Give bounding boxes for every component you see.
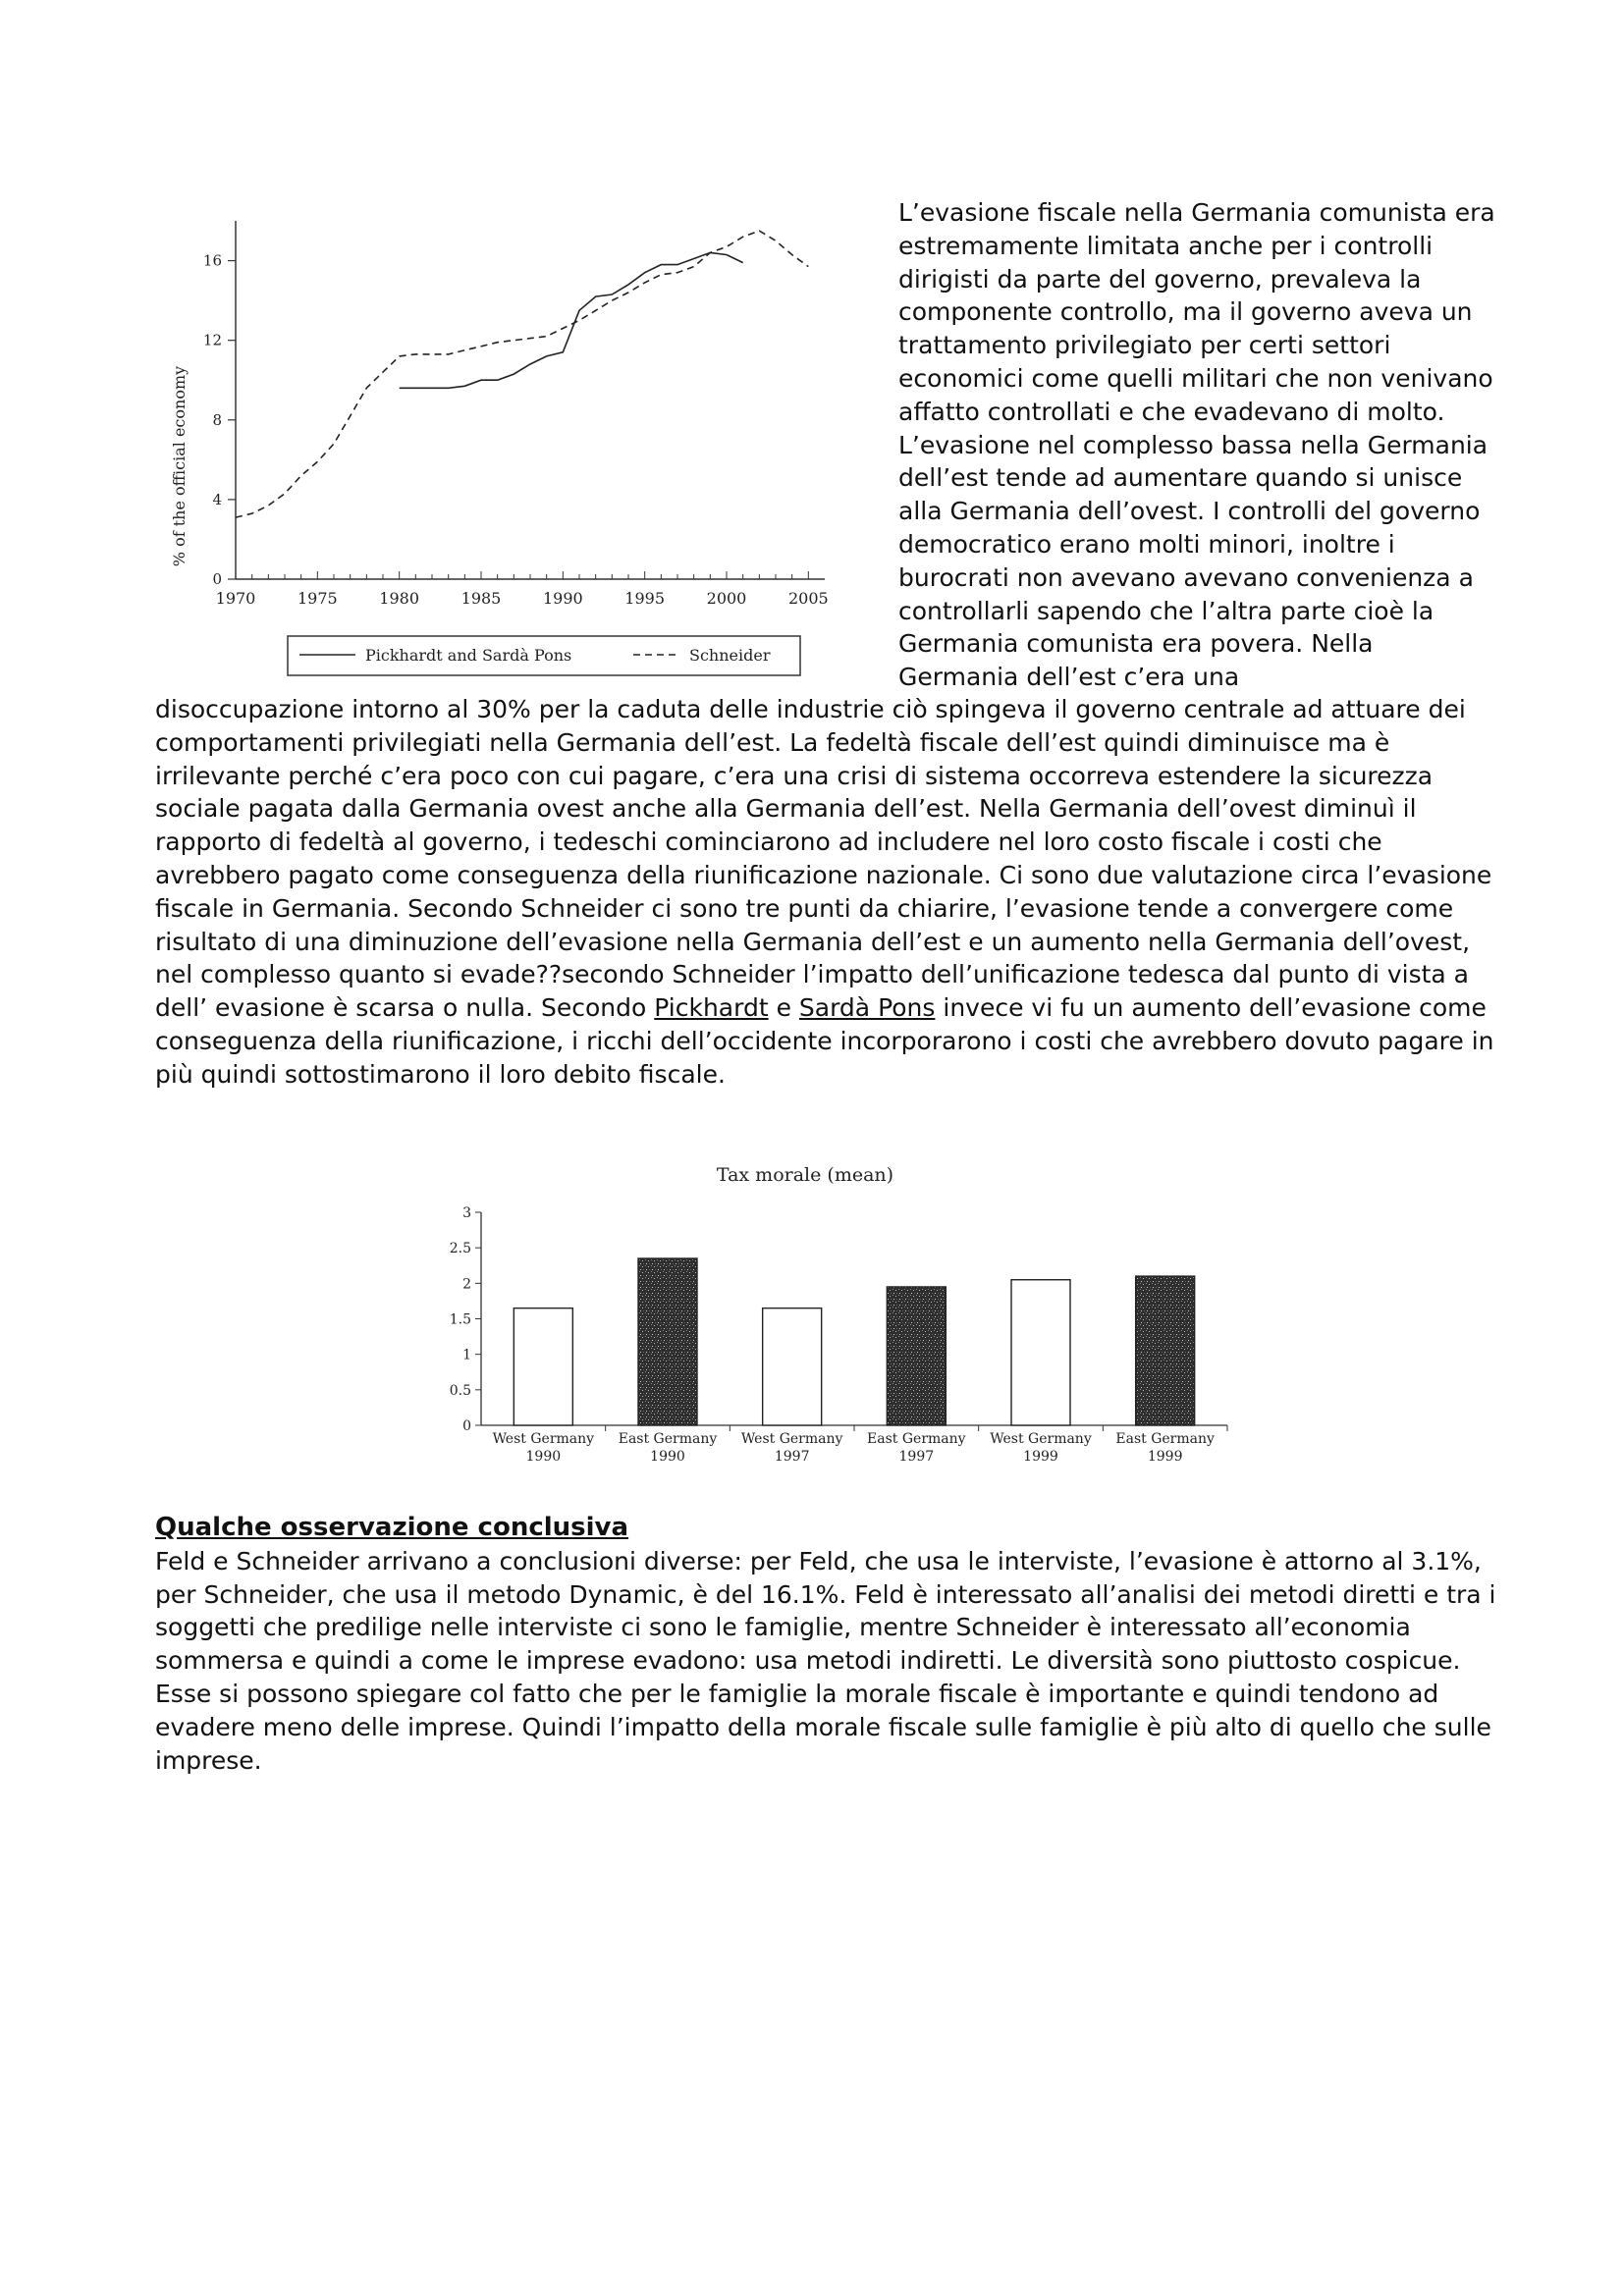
y-tick-label: 0 <box>462 1418 471 1434</box>
series-line-pickhardt <box>400 252 743 388</box>
body-paragraph-text <box>155 693 1500 1092</box>
y-tick-label: 4 <box>212 490 222 508</box>
conclusion-text: Feld e Schneider arrivano a conclusioni diverse: per Feld, che usa le interviste, l’evasione è attorno al 3.1%, per Schneider, che usa il metodo Dynamic, è del 16.1%. Feld è interessato all’analisi dei metodi diretti e tra i soggetti che predilige nelle interviste ci sono le famiglie, mentre Schneider è interessato all’economia sommersa e quindi a come le imprese evadono: usa metodi indiretti. Le diversità sono piuttosto cospicue. Esse si possono spiegare col fatto che per le famiglie la morale fiscale è importante e quindi tendono ad evadere meno delle imprese. Quindi l’impatto della morale fiscale sulle famiglie è più alto di quello che sulle imprese. <box>155 1546 1496 1775</box>
y-tick-label: 12 <box>202 331 222 349</box>
link-sarda-pons[interactable]: Sardà Pons <box>798 993 936 1023</box>
body-paragraph <box>155 693 1500 1092</box>
bar <box>638 1258 697 1425</box>
legend-label-schneider: Schneider <box>689 646 771 665</box>
conclusion-section <box>155 1512 1500 1777</box>
body-text-part1: disoccupazione intorno al 30% per la caduta delle industrie ciò spingeva il governo centrale ad attuare dei comportamenti privilegiati nella Germania dell’est. La fedeltà fiscale dell’est quindi diminuisce ma è irrilevante perché c’era poco con cui pagare, c’era una crisi di sistema occorreva estendere la sicurezza sociale pagata dalla Germania ovest anche alla Germania dell’est. Nella Germania dell’ovest diminuì il rapporto di fedeltà al governo, i tedeschi cominciarono ad includere nel loro costo fiscale i costi che avrebbero pagato come conseguenza della riunificazione nazionale. Ci sono due valutazione circa l’evasione fiscale in Germania. Secondo Schneider ci sono tre punti da chiarire, l’evasione tende a convergere come risultato di una diminuzione dell’evasione nella Germania dell’est e un aumento nella Germania dell’ovest, nel complesso quanto si evade??secondo Schneider l’impatto dell’unificazione tedesca dal punto di vista a dell’ evasione è scarsa o nulla. Secondo <box>155 695 1492 1023</box>
x-tick-label-year: 1990 <box>525 1449 562 1465</box>
x-tick-label: 1975 <box>297 589 338 608</box>
body-text-part2: e <box>768 993 799 1023</box>
x-tick-label: West Germany <box>740 1431 843 1447</box>
tax-morale-bar-chart <box>412 1153 1247 1482</box>
x-tick-label: 1985 <box>460 589 502 608</box>
x-tick-label-year: 1997 <box>774 1449 810 1465</box>
bar <box>887 1287 946 1425</box>
y-tick-label: 3 <box>462 1205 471 1221</box>
y-tick-label: 1 <box>462 1347 471 1363</box>
bar <box>1011 1280 1070 1425</box>
y-axis-label: % of the official economy <box>170 365 189 567</box>
side-paragraph-text: L’evasione fiscale nella Germania comunista era estremamente limitata anche per i controlli dirigisti da parte del governo, prevaleva la componente controllo, ma il governo aveva un trattamento privilegiato per certi settori economici come quelli militari che non venivano affatto controllati e che evadevano di molto. L’evasione nel complesso bassa nella Germania dell’est tende ad aumentare quando si unisce alla Germania dell’ovest. I controlli del governo democratico erano molti minori, inoltre i burocrati non avevano avevano convenienza a controllarli sapendo che l’altra parte cioè la Germania comunista era povera. Nella Germania dell’est c’era una <box>898 198 1495 692</box>
y-tick-label: 1.5 <box>449 1311 471 1328</box>
series-line-schneider <box>236 231 808 517</box>
y-tick-label: 0.5 <box>449 1382 471 1399</box>
side-paragraph <box>898 196 1497 694</box>
x-tick-label: West Germany <box>990 1431 1092 1447</box>
link-pickhardt[interactable]: Pickhardt <box>654 993 769 1023</box>
bar <box>1136 1276 1195 1425</box>
y-tick-label: 2 <box>462 1276 471 1293</box>
y-tick-label: 8 <box>212 410 222 429</box>
x-tick-label-year: 1999 <box>1023 1449 1058 1465</box>
x-tick-label: West Germany <box>492 1431 595 1447</box>
x-tick-label: 1980 <box>379 589 420 608</box>
x-tick-label: East Germany <box>618 1431 718 1447</box>
x-tick-label: East Germany <box>867 1431 966 1447</box>
shadow-economy-line-chart <box>147 211 854 682</box>
x-tick-label-year: 1999 <box>1147 1449 1183 1465</box>
y-tick-label: 2.5 <box>449 1241 471 1257</box>
x-tick-label: 2000 <box>706 589 747 608</box>
x-tick-label-year: 1990 <box>650 1449 685 1465</box>
conclusion-heading: Qualche osservazione conclusiva <box>155 1513 629 1542</box>
x-tick-label: 1990 <box>542 589 583 608</box>
y-tick-label: 16 <box>202 251 222 270</box>
x-tick-label: 1995 <box>624 589 666 608</box>
chart-legend <box>288 636 800 675</box>
y-tick-label: 0 <box>212 570 222 588</box>
bar <box>763 1308 822 1425</box>
x-tick-label: East Germany <box>1115 1431 1215 1447</box>
body-text-part3: invece vi fu un aumento dell’evasione come conseguenza della riunificazione, i ricchi dell’occidente incorporarono i costi che avrebbero dovuto pagare in più quindi sottostimarono il loro debito fiscale. <box>155 993 1494 1089</box>
legend-label-pickhardt: Pickhardt and Sardà Pons <box>365 646 572 665</box>
x-tick-label: 2005 <box>787 589 829 608</box>
x-tick-label: 1970 <box>215 589 256 608</box>
bar <box>514 1308 572 1425</box>
bar-chart-title: Tax morale (mean) <box>716 1164 894 1186</box>
x-tick-label-year: 1997 <box>898 1449 935 1465</box>
